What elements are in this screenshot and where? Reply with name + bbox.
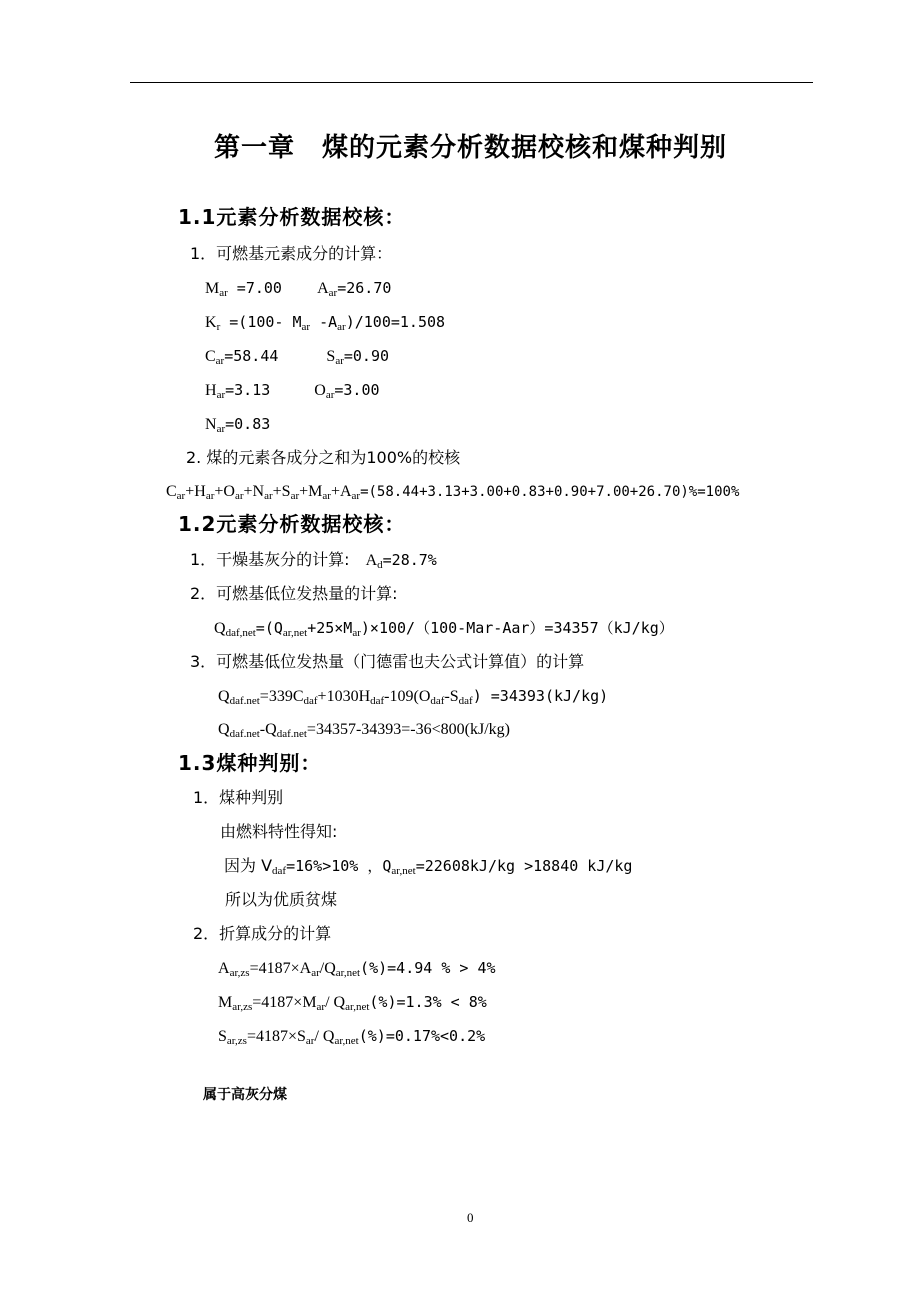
car-sar-line: $C_{ar}=58.44$ $S_{ar}=0.90$ <box>205 347 390 367</box>
m-ar-zs-line: $M_{ar,zs}=4187\times M_{ar}/$ $Q_{ar,net}(\%)=1.3\% < 8\%$ <box>218 993 487 1013</box>
s12-item3: 3．可燃基低位发热量（门德雷也夫公式计算值）的计算 <box>190 652 585 671</box>
s-ar-zs-line: $S_{ar,zs}=4187\times S_{ar}/$ $Q_{ar,net}(\%)=0.17\%<0.2\%$ <box>218 1027 486 1047</box>
har-oar-line: $H_{ar}=3.13$ $O_{ar}=3.00$ <box>205 381 380 401</box>
s11-item2: 2. 煤的元素各成分之和为100%的校核 <box>186 448 461 467</box>
chapter-title: 第一章 煤的元素分析数据校核和煤种判别 <box>214 133 728 163</box>
s13-line2: 因为 $V_{daf}=16\%>10\%$ ，$Q_{ar,net}=22608kJ/kg >18840$ kJ/kg <box>224 856 633 877</box>
section-1-2-heading: 1.2元素分析数据校核： <box>178 512 406 536</box>
s11-item1: 1．可燃基元素成分的计算： <box>190 244 393 263</box>
s13-item1: 1．煤种判别 <box>193 788 284 807</box>
s12-item1: 1．干燥基灰分的计算: $A_d=28.7\%$ <box>190 550 437 571</box>
page-number: 0 <box>467 1210 474 1225</box>
s13-line3: 所以为优质贫煤 <box>225 890 338 909</box>
kr-line: $K_r =(100-$ $M_{ar}$ $-A_{ar})/100=1.508$ <box>205 313 446 333</box>
qdaf-net-line-1: $Q_{daf,net}=(Q_{ar,net}+25\times M_{ar})\times 100/(100-Mar-Aar)=34357(kJ/kg)$ <box>214 619 674 639</box>
s12-item2: 2．可燃基低位发热量的计算: <box>190 584 398 603</box>
sum-check-line: $C_{ar}+H_{ar}+O_{ar}+N_{ar}+S_{ar}+M_{ar}+A_{ar}=(58.44+3.13+3.00+0.83+0.90+7.00+26.70)\%=100\%$ <box>166 483 740 502</box>
section-1-1-heading: 1.1元素分析数据校核： <box>178 205 406 229</box>
qdaf-net-line-2: $Q_{daf.net}=339C_{daf}+1030H_{daf}-109(O_{daf}-S_{daf}) =34393(kJ/kg)$ <box>218 687 609 707</box>
s13-item2: 2．折算成分的计算 <box>193 924 332 943</box>
header-rule <box>130 82 813 83</box>
section-1-3-heading: 1.3煤种判别： <box>178 751 322 775</box>
nar-line: $N_{ar}=0.83$ <box>205 415 271 435</box>
s13-line1: 由燃料特性得知: <box>220 822 338 841</box>
qdaf-net-diff-line: $Q_{daf.net}-Q_{daf.net}=34357-34393=-36<800(kJ/kg)$ <box>218 721 510 740</box>
conclusion: 属于高灰分煤 <box>203 1087 287 1103</box>
mar-aar-line: $M_{ar} =7.00$ $A_{ar}=26.70$ <box>205 279 392 299</box>
a-ar-zs-line: $A_{ar,zs}=4187\times A_{ar}/Q_{ar,net}(\%)=4.94$ % > 4% <box>218 959 496 979</box>
